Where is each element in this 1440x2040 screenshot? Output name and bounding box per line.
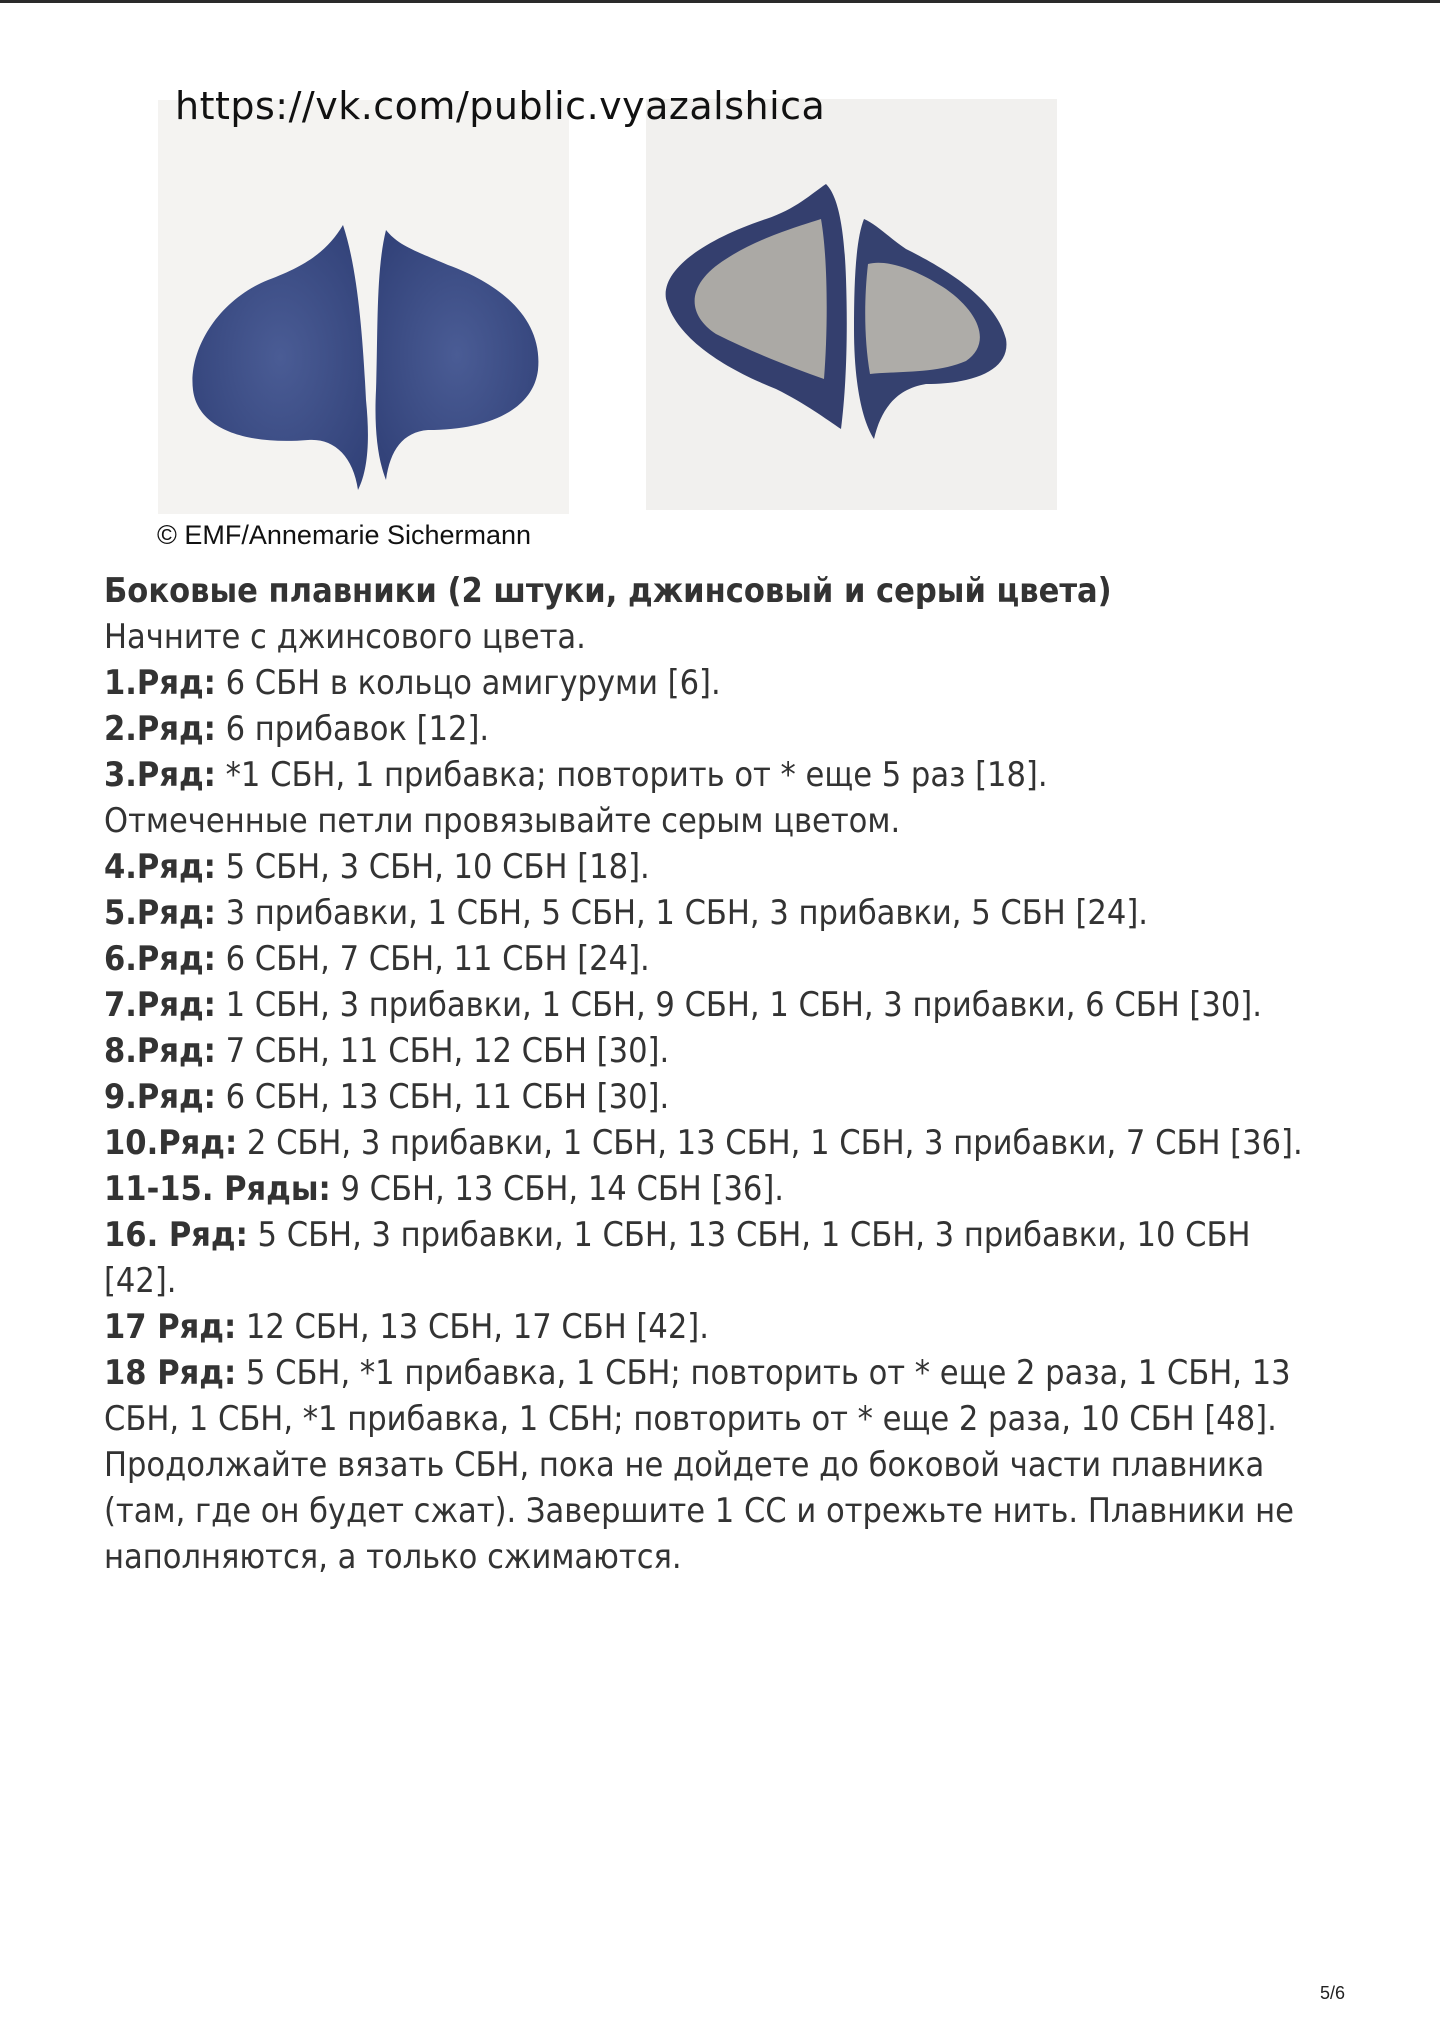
fins-back-illustration xyxy=(646,99,1057,510)
row-text: 6 СБН, 7 СБН, 11 СБН [24]. xyxy=(215,939,650,979)
fins-front-illustration xyxy=(158,100,569,514)
row-label: 18 Ряд: xyxy=(104,1353,237,1393)
photo-fins-front xyxy=(158,100,569,514)
row-text: 5 СБН, 3 прибавки, 1 СБН, 13 СБН, 1 СБН, 3 прибавки, 10 СБН [42]. xyxy=(104,1215,1251,1301)
row-label: 2.Ряд: xyxy=(104,709,216,749)
row-label: 7.Ряд: xyxy=(104,985,216,1025)
note-text: Отмеченные петли провязывайте серым цветом. xyxy=(104,801,901,841)
row-text: 2 СБН, 3 прибавки, 1 СБН, 13 СБН, 1 СБН, 3 прибавки, 7 СБН [36]. xyxy=(237,1123,1303,1163)
row-instruction xyxy=(104,752,1304,798)
row-instruction xyxy=(104,890,1304,936)
row-text: 5 СБН, *1 прибавка, 1 СБН; повторить от * еще 2 раза, 1 СБН, 13 СБН, 1 СБН, *1 прибавка, 1 СБН; повторить от * еще 2 раза, 10 СБН [48]. xyxy=(104,1353,1291,1439)
pattern-text xyxy=(104,568,1304,1580)
row-label: 5.Ряд: xyxy=(104,893,216,933)
row-instruction xyxy=(104,1028,1304,1074)
row-text: 1 СБН, 3 прибавки, 1 СБН, 9 СБН, 1 СБН, 3 прибавки, 6 СБН [30]. xyxy=(215,985,1262,1025)
row-label: 11-15. Ряды: xyxy=(104,1169,331,1209)
row-label: 9.Ряд: xyxy=(104,1077,216,1117)
row-label: 8.Ряд: xyxy=(104,1031,216,1071)
row-text: 7 СБН, 11 СБН, 12 СБН [30]. xyxy=(215,1031,670,1071)
row-instruction xyxy=(104,1212,1304,1304)
row-label: 6.Ряд: xyxy=(104,939,216,979)
watermark-url: https://vk.com/public.vyazalshica xyxy=(175,84,826,128)
row-instruction xyxy=(104,1166,1304,1212)
row-label: 4.Ряд: xyxy=(104,847,216,887)
row-text: *1 СБН, 1 прибавка; повторить от * еще 5 раз [18]. xyxy=(215,755,1048,795)
row-label: 10.Ряд: xyxy=(104,1123,238,1163)
intro-text: Начните с джинсового цвета. xyxy=(104,617,586,657)
row-instruction xyxy=(104,844,1304,890)
row-instruction xyxy=(104,936,1304,982)
row-instruction xyxy=(104,982,1304,1028)
top-border xyxy=(0,0,1440,3)
row-text: 3 прибавки, 1 СБН, 5 СБН, 1 СБН, 3 прибавки, 5 СБН [24]. xyxy=(215,893,1148,933)
row-text: 5 СБН, 3 СБН, 10 СБН [18]. xyxy=(215,847,650,887)
row-label: 1.Ряд: xyxy=(104,663,216,703)
row-instruction xyxy=(104,706,1304,752)
photo-credit: © EMF/Annemarie Sichermann xyxy=(157,520,532,550)
row-label: 17 Ряд: xyxy=(104,1307,237,1347)
row-text: 6 прибавок [12]. xyxy=(215,709,490,749)
row-label: 3.Ряд: xyxy=(104,755,216,795)
row-label: 16. Ряд: xyxy=(104,1215,248,1255)
photo-fins-back xyxy=(646,99,1057,510)
row-instruction xyxy=(104,660,1304,706)
row-text: 9 СБН, 13 СБН, 14 СБН [36]. xyxy=(330,1169,785,1209)
row-instruction xyxy=(104,1304,1304,1350)
row-instruction xyxy=(104,1120,1304,1166)
row-instruction xyxy=(104,1350,1304,1442)
row-text: 6 СБН в кольцо амигуруми [6]. xyxy=(215,663,721,703)
row-text: 12 СБН, 13 СБН, 17 СБН [42]. xyxy=(236,1307,709,1347)
row-text: 6 СБН, 13 СБН, 11 СБН [30]. xyxy=(215,1077,670,1117)
page-number: 5/6 xyxy=(1320,1983,1346,2003)
row-instruction xyxy=(104,1074,1304,1120)
section-title: Боковые плавники (2 штуки, джинсовый и серый цвета) xyxy=(104,571,1112,611)
outro-text: Продолжайте вязать СБН, пока не дойдете до боковой части плавника (там, где он будет сжат). Завершите 1 СС и отрежьте нить. Плавники не наполняются, а только сжимаются. xyxy=(104,1445,1294,1577)
